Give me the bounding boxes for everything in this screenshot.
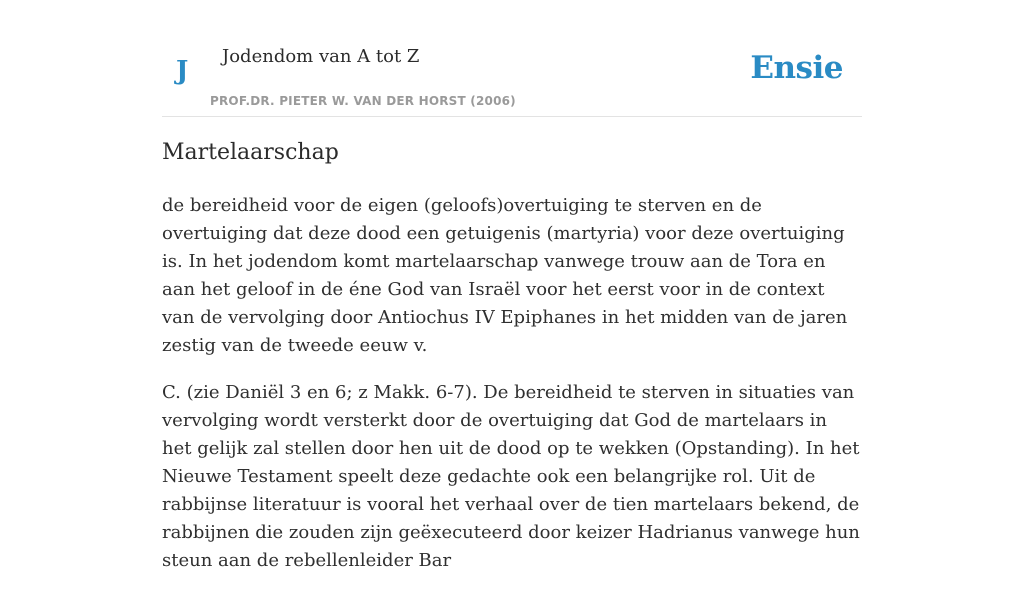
ensie-logo[interactable]: Ensie xyxy=(750,50,843,86)
author-line: PROF.DR. PIETER W. VAN DER HORST (2006) xyxy=(210,94,516,108)
article-body xyxy=(162,192,862,594)
book-letter-icon: J xyxy=(176,56,189,86)
article-title: Martelaarschap xyxy=(162,140,339,165)
article-paragraph: de bereidheid voor de eigen (geloofs)overtuiging te sterven en de overtuiging dat deze dood een getuigenis (martyria) voor deze overtuiging is. In het jodendom komt martelaarschap vanwege trouw aan de Tora en aan het geloof in de éne God van Israël voor het eerst voor in de context van de vervolging door Antiochus IV Epiphanes in het midden van de jaren zestig van de tweede eeuw v. xyxy=(162,195,848,356)
book-title-link[interactable]: Jodendom van A tot Z xyxy=(222,46,420,67)
article-paragraph: C. (zie Daniël 3 en 6; z Makk. 6-7). De bereidheid te sterven in situaties van vervolging wordt versterkt door de overtuiging dat God de martelaars in het gelijk zal stellen door hen uit de dood op te wekken (Opstanding). In het Nieuwe Testament speelt deze gedachte ook een belangrijke rol. Uit de rabbijnse literatuur is vooral het verhaal over de tien martelaars bekend, de rabbijnen die zouden zijn geëxecuteerd door keizer Hadrianus vanwege hun steun aan de rebellenleider Bar xyxy=(162,382,860,571)
